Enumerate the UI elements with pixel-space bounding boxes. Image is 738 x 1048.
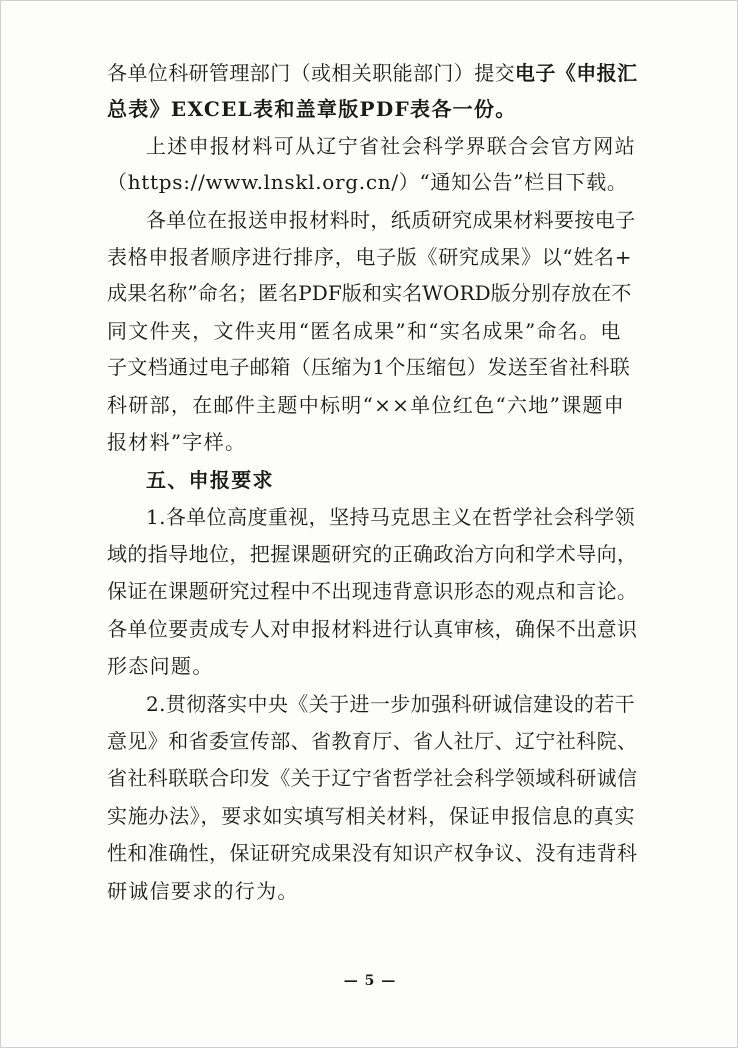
text-line (107, 97, 517, 121)
text-line (107, 61, 637, 85)
text-line (107, 319, 622, 343)
text-segment: 成果名称”命名；匿名PDF版和实名WORD版分别存放在不 (107, 281, 632, 305)
text-line (146, 134, 636, 158)
text-segment: 保证在课题研究过程中不出现违背意识形态的观点和言论。 (107, 579, 638, 603)
text-segment: 子文档通过电子邮箱（压缩为1个压缩包）发送至省社科联 (107, 355, 631, 379)
text-segment: 省社科联联合印发《关于辽宁省哲学社会科学领域科研诚信 (107, 766, 638, 790)
text-segment: 科研部，在邮件主题中标明“××单位红色“六地”课题申 (107, 393, 625, 417)
bold-text-segment: 电子《申报汇 (515, 61, 638, 85)
text-line (107, 430, 246, 454)
text-line (107, 879, 299, 903)
text-segment: 报材料”字样。 (107, 430, 247, 454)
text-segment: 表格申报者顺序进行排序，电子版《研究成果》以“姓名+ (107, 245, 633, 269)
text-segment: 1.各单位高度重视，坚持马克思主义在哲学社会科学领 (146, 505, 636, 529)
text-line (107, 579, 637, 603)
text-segment: 同文件夹，文件夹用“匿名成果”和“实名成果”命名。电 (107, 319, 622, 343)
text-line (107, 281, 631, 305)
text-line (146, 208, 636, 232)
text-segment: 域的指导地位，把握课题研究的正确政治方向和学术导向， (107, 542, 638, 566)
section-heading (146, 468, 274, 492)
text-line (107, 393, 625, 417)
text-segment: 各单位要责成专人对申报材料进行认真审核，确保不出意识 (107, 617, 638, 641)
text-line (107, 841, 637, 865)
text-line (107, 729, 637, 753)
text-segment: 各单位在报送申报材料时，纸质研究成果材料要按电子 (146, 208, 636, 232)
text-line (107, 542, 637, 566)
text-line (146, 692, 635, 716)
text-line (146, 505, 635, 529)
text-segment: 上述申报材料可从辽宁省社会科学界联合会官方网站 (146, 134, 636, 158)
text-line (107, 355, 630, 379)
text-line (107, 766, 637, 790)
text-line (107, 617, 637, 641)
bold-text-segment: 五、申报要求 (146, 468, 274, 492)
text-segment: 意见》和省委宣传部、省教育厅、省人社厅、辽宁社科院、 (107, 729, 638, 753)
text-line (107, 654, 214, 678)
text-segment: （https://www.lnskl.org.cn/）“通知公告”栏目下载。 (107, 170, 628, 194)
text-segment: 研诚信要求的行为。 (107, 879, 299, 903)
text-segment: 2.贯彻落实中央《关于进一步加强科研诚信建设的若干 (146, 692, 636, 716)
text-line (107, 170, 628, 194)
text-segment: 各单位科研管理部门（或相关职能部门）提交 (107, 61, 515, 85)
text-line (107, 804, 635, 828)
bold-text-segment: 总表》EXCEL表和盖章版PDF表各一份。 (107, 97, 517, 121)
page-number: — 5 — (343, 973, 397, 989)
text-line (107, 245, 632, 269)
text-segment: 实施办法》，要求如实填写相关材料，保证申报信息的真实 (107, 804, 636, 828)
text-segment: 性和准确性，保证研究成果没有知识产权争议、没有违背科 (107, 841, 638, 865)
text-segment: 形态问题。 (107, 654, 214, 678)
